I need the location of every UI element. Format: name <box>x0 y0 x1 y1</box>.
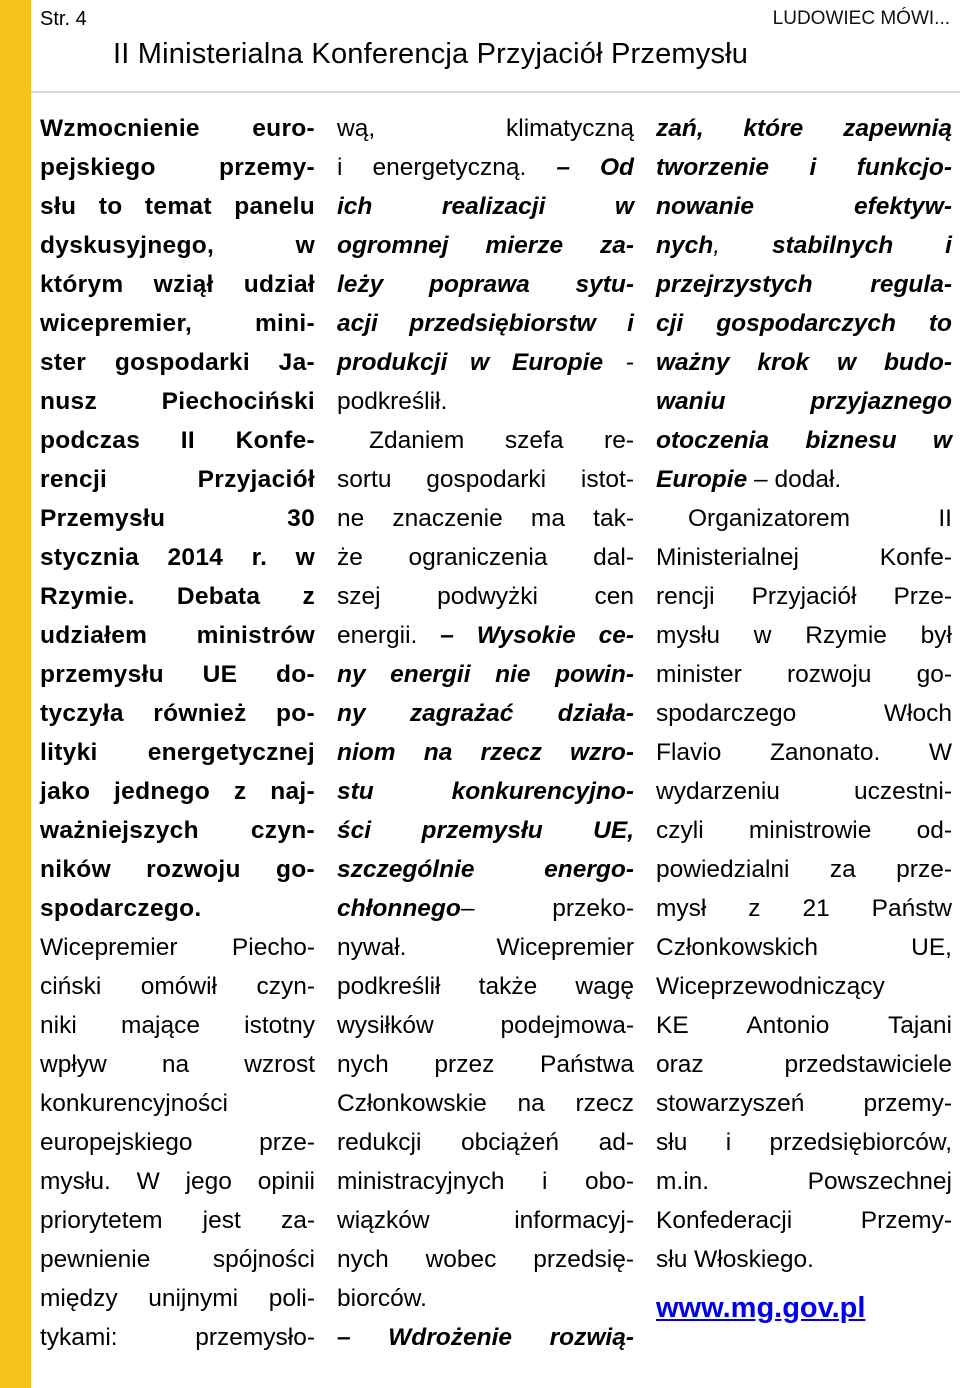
text-line <box>337 226 634 265</box>
text-run: ści przemysłu UE, <box>337 817 634 844</box>
text-run: zań, które zapewnią <box>656 115 952 142</box>
text-line <box>40 460 315 499</box>
text-run: ciński omówił czyn- <box>40 973 315 1000</box>
text-line <box>40 616 315 655</box>
text-run: wiązków informacyj- <box>337 1207 634 1234</box>
text-run: - <box>603 349 635 376</box>
text-line <box>40 1240 315 1279</box>
text-run: mysłu. W jego opinii <box>40 1168 315 1195</box>
text-line <box>40 1162 315 1201</box>
text-line <box>337 1201 634 1240</box>
text-run: chłonnego <box>337 895 461 922</box>
text-line <box>656 499 952 538</box>
text-run: wydarzeniu uczestni- <box>656 778 952 805</box>
text-line <box>40 499 315 538</box>
text-run: przejrzystych regula- <box>656 271 952 298</box>
text-line <box>337 109 634 148</box>
text-line <box>656 811 952 850</box>
text-line <box>337 733 634 772</box>
text-run: słu to temat panelu <box>40 193 315 220</box>
text-run: między unijnymi poli- <box>40 1285 315 1312</box>
text-line <box>337 304 634 343</box>
text-line <box>337 343 634 382</box>
text-run: że ograniczenia dal- <box>337 544 634 571</box>
text-line <box>656 733 952 772</box>
text-line <box>337 694 634 733</box>
text-line <box>656 1123 952 1162</box>
text-run: nusz Piechociński <box>40 388 315 415</box>
text-line <box>337 382 634 421</box>
text-line <box>337 1084 634 1123</box>
text-line <box>656 343 952 382</box>
text-run: – Od <box>556 154 634 181</box>
text-run: ministracyjnych i obo- <box>337 1168 634 1195</box>
text-run: – Wysokie ce- <box>440 622 635 649</box>
text-run: powiedzialni za prze- <box>656 856 952 883</box>
text-run: Przemysłu 30 <box>40 505 315 532</box>
text-line <box>656 1045 952 1084</box>
text-run: pejskiego przemy- <box>40 154 315 181</box>
text-run: wysiłków podejmowa- <box>337 1012 634 1039</box>
text-run: podczas II Konfe- <box>40 427 315 454</box>
text-line <box>337 889 634 928</box>
text-run: – dodał. <box>747 466 842 493</box>
text-line <box>656 850 952 889</box>
text-line <box>40 538 315 577</box>
text-run: Zdaniem szefa re- <box>369 427 634 454</box>
text-line <box>40 343 315 382</box>
text-run: szczególnie energo- <box>337 856 634 883</box>
text-line <box>656 577 952 616</box>
text-line <box>40 421 315 460</box>
text-line <box>40 187 315 226</box>
text-line <box>40 850 315 889</box>
text-run: europejskiego prze- <box>40 1129 315 1156</box>
text-run: niom na rzecz wzro- <box>337 739 634 766</box>
text-run: ogromnej mierze za- <box>337 232 634 259</box>
text-run: którym wziął udział <box>40 271 315 298</box>
text-run: stu konkurencyjno- <box>337 778 634 805</box>
text-run: słu i przedsiębiorców, <box>656 1129 952 1156</box>
text-line <box>40 889 315 928</box>
text-run: – Wdrożenie rozwią- <box>337 1324 634 1351</box>
text-run: cji gospodarczych to <box>656 310 952 337</box>
text-run: redukcji obciążeń ad- <box>337 1129 634 1156</box>
text-line <box>337 616 634 655</box>
text-line <box>40 928 315 967</box>
text-line <box>40 109 315 148</box>
text-line <box>656 265 952 304</box>
text-run: tykami: przemysło- <box>40 1324 315 1351</box>
text-run: pewnienie spójności <box>40 1246 315 1273</box>
text-run: acji przedsiębiorstw i <box>337 310 634 337</box>
text-run: nywał. Wicepremier <box>337 934 634 961</box>
text-line <box>337 655 634 694</box>
text-line <box>656 304 952 343</box>
text-run: udziałem ministrów <box>40 622 315 649</box>
text-run: i energetyczną. <box>337 154 557 181</box>
text-run: Wzmocnienie euro- <box>40 115 315 142</box>
text-run: stycznia 2014 r. w <box>40 544 315 571</box>
text-line <box>656 616 952 655</box>
text-line <box>337 1045 634 1084</box>
text-line <box>337 460 634 499</box>
text-run: leży poprawa sytu- <box>337 271 634 298</box>
text-line <box>337 1240 634 1279</box>
text-line <box>656 1006 952 1045</box>
text-run: stabilnych i <box>772 232 952 259</box>
text-line <box>337 538 634 577</box>
text-run: ster gospodarki Ja- <box>40 349 315 376</box>
text-run: mysłu w Rzymie był <box>656 622 952 649</box>
text-line <box>656 772 952 811</box>
text-run: ny zagrażać działa- <box>337 700 634 727</box>
text-run: nych wobec przedsię- <box>337 1246 634 1273</box>
text-run: dyskusyjnego, w <box>40 232 315 259</box>
text-run: Europie <box>656 466 748 493</box>
text-line <box>656 1162 952 1201</box>
text-run: słu Włoskiego. <box>656 1246 814 1273</box>
text-run: podkreślił. <box>337 388 448 415</box>
text-line <box>40 733 315 772</box>
text-line <box>337 967 634 1006</box>
text-line <box>40 1006 315 1045</box>
text-run: mysł z 21 Państw <box>656 895 952 922</box>
text-run: wpływ na wzrost <box>40 1051 315 1078</box>
text-line <box>40 382 315 421</box>
text-run: ników rozwoju go- <box>40 856 315 883</box>
text-line <box>656 421 952 460</box>
text-run: jako jednego z naj- <box>40 778 315 805</box>
text-line <box>337 1279 634 1318</box>
text-line <box>40 1084 315 1123</box>
text-run: konkurencyjności <box>40 1090 228 1117</box>
text-run: Wiceprzewodniczący <box>656 973 885 1000</box>
text-line <box>656 148 952 187</box>
text-line <box>656 109 952 148</box>
text-line <box>40 1279 315 1318</box>
text-run: otoczenia biznesu w <box>656 427 952 454</box>
text-run: nych przez Państwa <box>337 1051 634 1078</box>
text-run: Członkowskie na rzecz <box>337 1090 634 1117</box>
text-run: biorców. <box>337 1285 427 1312</box>
text-line <box>337 1123 634 1162</box>
text-line <box>337 421 634 460</box>
text-run: ważny krok w budo- <box>656 349 952 376</box>
text-run: spodarczego Włoch <box>656 700 952 727</box>
text-line <box>656 226 952 265</box>
text-line <box>337 148 634 187</box>
text-run: Flavio Zanonato. W <box>656 739 952 766</box>
text-column-2 <box>337 109 634 1357</box>
text-line <box>656 1201 952 1240</box>
text-line <box>40 577 315 616</box>
text-line <box>40 1318 315 1357</box>
text-run: czyli ministrowie od- <box>656 817 952 844</box>
text-line <box>40 811 315 850</box>
website-link[interactable]: www.mg.gov.pl <box>656 1292 866 1324</box>
text-line <box>40 265 315 304</box>
text-run: nowanie efektyw- <box>656 193 952 220</box>
text-run: szej podwyżki cen <box>337 583 634 610</box>
text-line <box>337 577 634 616</box>
text-line <box>656 187 952 226</box>
text-line <box>656 889 952 928</box>
text-column-3 <box>656 109 952 1329</box>
text-run: energii. <box>337 622 441 649</box>
text-line <box>656 538 952 577</box>
text-run: Rzymie. Debata z <box>40 583 315 610</box>
text-run: wicepremier, mini- <box>40 310 315 337</box>
text-run: spodarczego. <box>40 895 202 922</box>
text-line <box>40 1123 315 1162</box>
text-line <box>40 967 315 1006</box>
text-line <box>656 967 952 1006</box>
text-run: Wicepremier Piecho- <box>40 934 315 961</box>
text-run: tworzenie i funkcjo- <box>656 154 952 181</box>
text-run: , <box>713 232 772 259</box>
text-line <box>656 1240 952 1279</box>
article-title: II Ministerialna Konferencja Przyjaciół Przemysłu <box>113 38 749 70</box>
text-column-1 <box>40 109 315 1357</box>
text-run: rencji Przyjaciół <box>40 466 315 493</box>
text-run: podkreślił także wagę <box>337 973 634 1000</box>
text-run: ny energii nie powin- <box>337 661 634 688</box>
text-line <box>40 694 315 733</box>
text-line <box>337 187 634 226</box>
text-run: produkcji w Europie <box>337 349 604 376</box>
text-run: wą, klimatyczną <box>337 115 634 142</box>
text-run: KE Antonio Tajani <box>656 1012 952 1039</box>
text-run: Konfederacji Przemy- <box>656 1207 952 1234</box>
text-line <box>337 499 634 538</box>
text-run: nych <box>656 232 714 259</box>
text-run: przemysłu UE do- <box>40 661 315 688</box>
text-line <box>337 1162 634 1201</box>
text-run: – przeko- <box>460 895 634 922</box>
text-run: minister rozwoju go- <box>656 661 952 688</box>
page-number: Str. 4 <box>40 8 87 30</box>
text-run: ne znaczenie ma tak- <box>337 505 634 532</box>
text-run: ważniejszych czyn- <box>40 817 315 844</box>
text-line <box>656 655 952 694</box>
text-line <box>40 304 315 343</box>
text-line <box>656 694 952 733</box>
text-line <box>40 1201 315 1240</box>
text-line <box>337 811 634 850</box>
text-run: stowarzyszeń przemy- <box>656 1090 952 1117</box>
text-run: niki mające istotny <box>40 1012 315 1039</box>
text-line <box>337 850 634 889</box>
text-line <box>337 1006 634 1045</box>
text-run: Członkowskich UE, <box>656 934 952 961</box>
text-line <box>656 382 952 421</box>
text-line <box>40 226 315 265</box>
text-line <box>40 1045 315 1084</box>
text-line <box>337 1318 634 1357</box>
header-divider <box>31 91 960 93</box>
text-run: rencji Przyjaciół Prze- <box>656 583 952 610</box>
text-line <box>40 148 315 187</box>
text-line <box>337 928 634 967</box>
text-line <box>656 1084 952 1123</box>
text-run: lityki energetycznej <box>40 739 315 766</box>
text-run: sortu gospodarki istot- <box>337 466 634 493</box>
text-run: Ministerialnej Konfe- <box>656 544 952 571</box>
text-line <box>337 772 634 811</box>
text-run: Organizatorem II <box>688 505 952 532</box>
accent-sidebar-bar <box>0 0 31 1388</box>
running-header: LUDOWIEC MÓWI... <box>772 8 950 29</box>
text-run: priorytetem jest za- <box>40 1207 315 1234</box>
text-run: waniu przyjaznego <box>656 388 952 415</box>
text-line <box>40 772 315 811</box>
text-run: oraz przedstawiciele <box>656 1051 952 1078</box>
text-run: tyczyła również po- <box>40 700 315 727</box>
text-line <box>656 460 952 499</box>
text-line <box>40 655 315 694</box>
text-line <box>337 265 634 304</box>
text-run: m.in. Powszechnej <box>656 1168 952 1195</box>
text-run: ich realizacji w <box>337 193 634 220</box>
text-line <box>656 928 952 967</box>
